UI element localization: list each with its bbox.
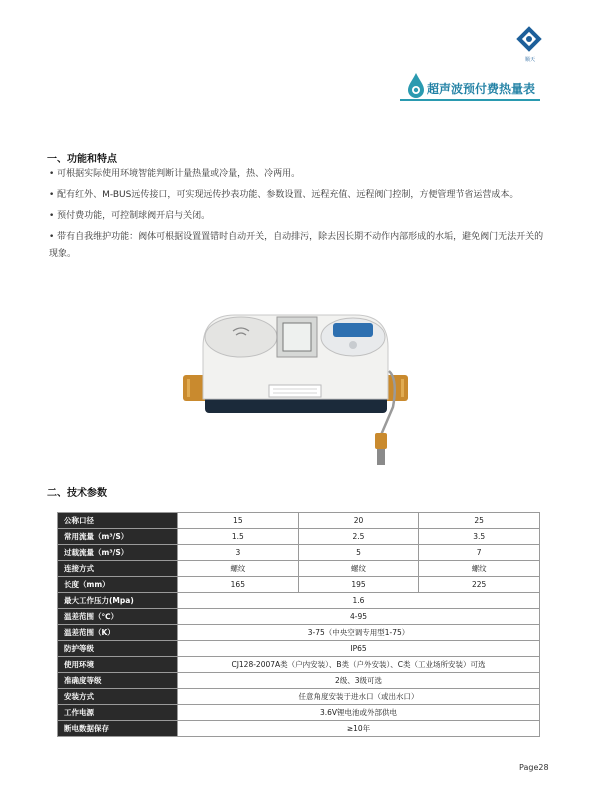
row-label: 温差范围（℃） <box>58 609 178 625</box>
page-number: Page28 <box>519 763 549 772</box>
table-row <box>58 673 540 689</box>
table-cell: 1.5 <box>178 529 299 545</box>
table-row <box>58 561 540 577</box>
table-cell: 165 <box>178 577 299 593</box>
table-cell: 2.5 <box>298 529 419 545</box>
row-label: 防护等级 <box>58 641 178 657</box>
table-row <box>58 689 540 705</box>
table-cell: CJ128-2007A类（户内安装）、B类（户外安装）、C类（工业场所安装）可选 <box>178 657 540 673</box>
row-label: 安装方式 <box>58 689 178 705</box>
table-cell: 195 <box>298 577 419 593</box>
section-title-features: 一、功能和特点 <box>47 154 117 165</box>
row-label: 断电数据保存 <box>58 721 178 737</box>
table-cell: 3-75（中央空调专用型1-75） <box>178 625 540 641</box>
table-cell: ≥10年 <box>178 721 540 737</box>
table-cell: 15 <box>178 513 299 529</box>
table-cell: 1.6 <box>178 593 540 609</box>
table-row <box>58 657 540 673</box>
table-cell: 225 <box>419 577 540 593</box>
row-label: 连接方式 <box>58 561 178 577</box>
table-row <box>58 577 540 593</box>
page-title: 超声波预付费热量表 <box>427 82 536 96</box>
row-label: 准确度等级 <box>58 673 178 689</box>
feature-item: • 预付费功能，可控制球阀开启与关闭。 <box>49 211 211 221</box>
table-cell: 3 <box>178 545 299 561</box>
table-row <box>58 641 540 657</box>
row-label: 最大工作压力(Mpa) <box>58 593 178 609</box>
row-label: 长度（mm） <box>58 577 178 593</box>
table-cell: IP65 <box>178 641 540 657</box>
table-row <box>58 609 540 625</box>
table-cell: 7 <box>419 545 540 561</box>
table-cell: 20 <box>298 513 419 529</box>
table-row <box>58 705 540 721</box>
table-row <box>58 545 540 561</box>
table-row <box>58 721 540 737</box>
feature-item: • 配有红外、M-BUS远传接口，可实现远传抄表功能、参数设置、远程充值、远程阀门控制，方便管理节省运营成本。 <box>49 190 519 200</box>
table-cell: 2级、3级可选 <box>178 673 540 689</box>
table-cell: 任意角度安装于进水口（或出水口） <box>178 689 540 705</box>
row-label: 常用流量（m³/S） <box>58 529 178 545</box>
features-list <box>49 166 549 267</box>
product-image <box>183 307 408 472</box>
row-label: 使用环境 <box>58 657 178 673</box>
section-title-specs: 二、技术参数 <box>47 488 107 499</box>
feature-item: • 可根据实际使用环境智能判断计量热量或冷量，热、冷两用。 <box>49 169 301 179</box>
table-cell: 螺纹 <box>178 561 299 577</box>
spec-table <box>57 512 540 737</box>
table-cell: 3.6V锂电池或外部供电 <box>178 705 540 721</box>
table-cell: 3.5 <box>419 529 540 545</box>
table-cell: 25 <box>419 513 540 529</box>
table-cell: 螺纹 <box>419 561 540 577</box>
logo-text: 顺天 <box>524 57 535 63</box>
table-row <box>58 529 540 545</box>
row-label: 过载流量（m³/S） <box>58 545 178 561</box>
feature-item: • 带有自我维护功能：阀体可根据设置置错时自动开关，自动排污，除去因长期不动作内部形成的水垢，避免阀门无法开关的现象。 <box>49 232 544 259</box>
table-row <box>58 513 540 529</box>
table-row <box>58 625 540 641</box>
row-label: 工作电源 <box>58 705 178 721</box>
company-logo-icon <box>514 24 544 54</box>
table-cell: 5 <box>298 545 419 561</box>
row-label: 公称口径 <box>58 513 178 529</box>
table-row <box>58 593 540 609</box>
table-cell: 4-95 <box>178 609 540 625</box>
header-divider <box>400 99 540 101</box>
water-drop-icon <box>407 72 425 98</box>
table-cell: 螺纹 <box>298 561 419 577</box>
row-label: 温差范围（K） <box>58 625 178 641</box>
